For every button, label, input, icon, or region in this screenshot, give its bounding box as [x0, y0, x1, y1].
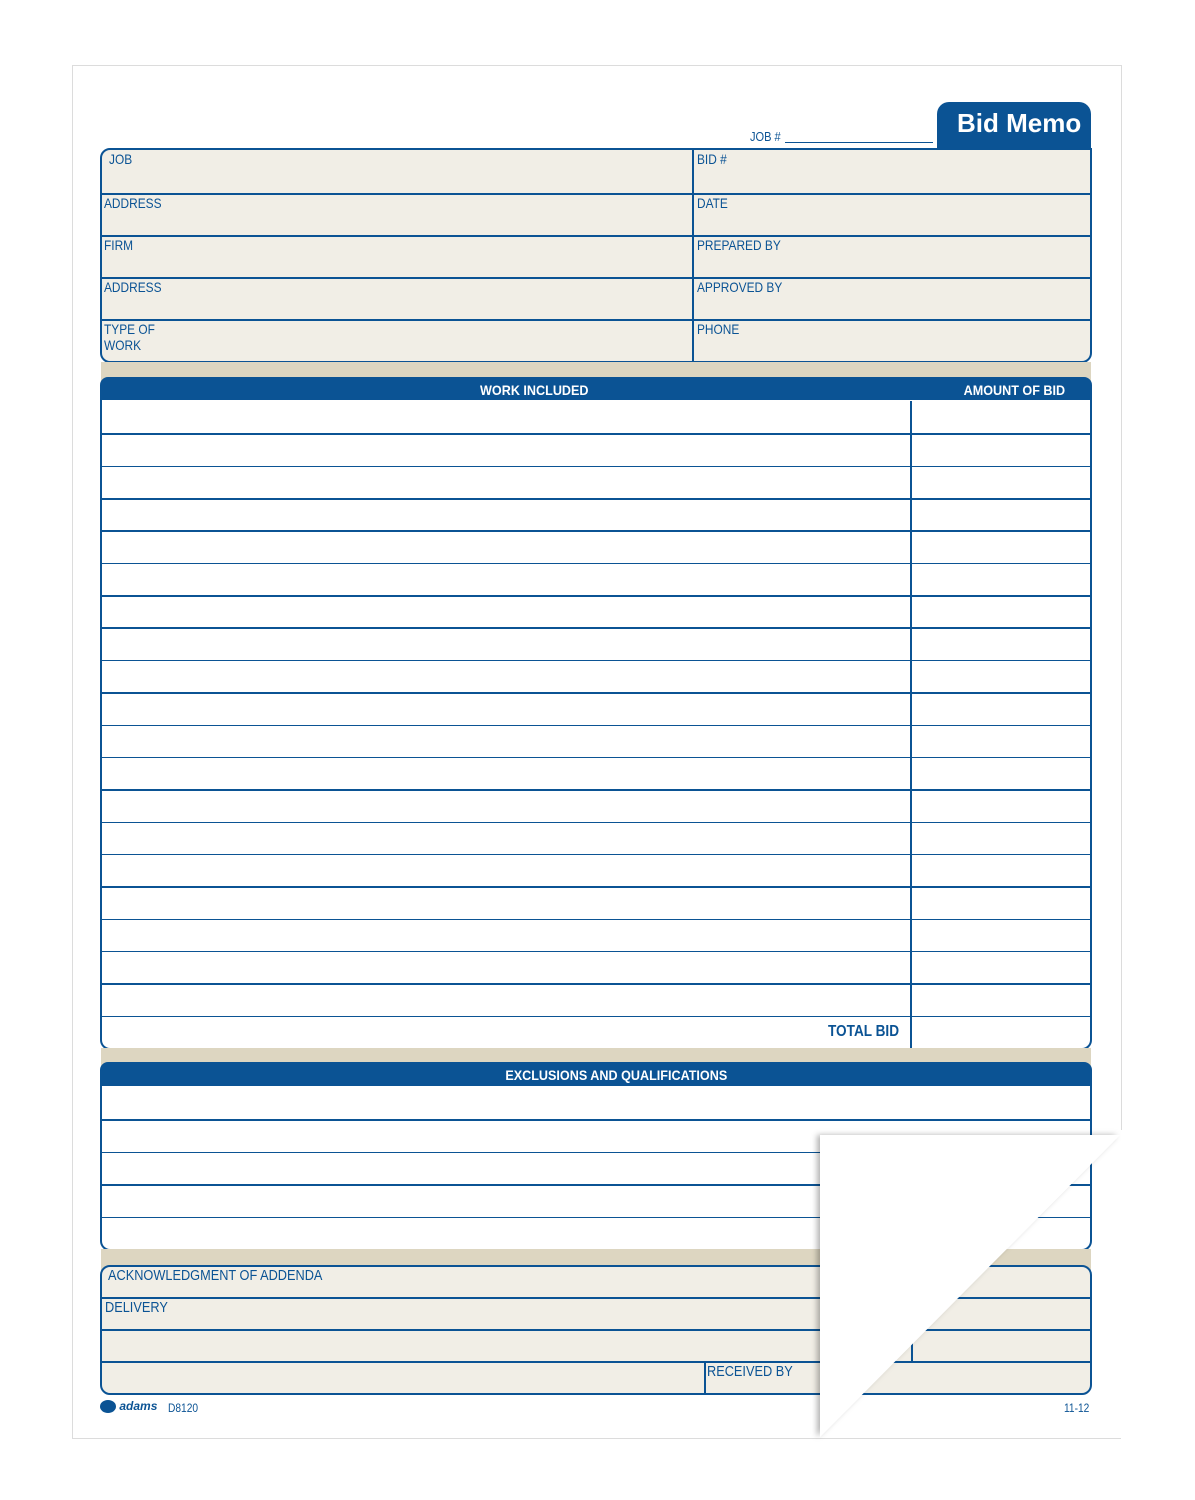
work-item-cell[interactable]	[102, 531, 908, 561]
amount-cell[interactable]	[913, 984, 1088, 1014]
amount-cell[interactable]	[913, 467, 1088, 497]
work-item-cell[interactable]	[102, 790, 908, 820]
page-edge	[1121, 1130, 1195, 1450]
work-item-cell[interactable]	[102, 402, 908, 432]
delivery-label: DELIVERY	[105, 1299, 168, 1316]
amount-cell[interactable]	[913, 952, 1088, 982]
amount-cell[interactable]	[913, 628, 1088, 658]
amount-cell[interactable]	[913, 661, 1088, 691]
field-label-right: PREPARED BY	[697, 237, 781, 253]
form-title: Bid Memo	[957, 108, 1082, 138]
work-item-cell[interactable]	[102, 984, 908, 1014]
exclusions-header-label: EXCLUSIONS AND QUALIFICATIONS	[505, 1067, 728, 1083]
field-input-right[interactable]	[695, 194, 1088, 234]
field-input-right[interactable]	[695, 278, 1088, 318]
title-tab	[937, 102, 1091, 154]
field-label-left: TYPE OF WORK	[104, 321, 155, 353]
amount-cell[interactable]	[913, 434, 1088, 464]
adams-logo	[100, 1399, 157, 1413]
amount-cell[interactable]	[913, 564, 1088, 594]
work-item-cell[interactable]	[102, 855, 908, 885]
logo-mark-icon	[100, 1400, 116, 1413]
work-item-cell[interactable]	[102, 564, 908, 594]
field-label-left: ADDRESS	[104, 195, 162, 211]
total-bid-cell[interactable]	[913, 1017, 1088, 1047]
field-input-left[interactable]	[102, 236, 690, 276]
amount-of-bid-header: AMOUNT OF BID	[963, 382, 1066, 398]
work-item-cell[interactable]	[102, 952, 908, 982]
field-label-right: PHONE	[697, 321, 740, 337]
work-item-cell[interactable]	[102, 434, 908, 464]
field-input-left[interactable]	[102, 194, 690, 234]
amount-cell[interactable]	[913, 693, 1088, 723]
work-item-cell[interactable]	[102, 661, 908, 691]
work-item-cell[interactable]	[102, 920, 908, 950]
revision: 11-12	[1064, 1401, 1090, 1415]
field-label-right: DATE	[697, 195, 728, 211]
amount-cell[interactable]	[913, 790, 1088, 820]
field-input-right[interactable]	[695, 320, 1088, 361]
work-item-cell[interactable]	[102, 499, 908, 529]
work-included-header: WORK INCLUDED	[480, 382, 589, 398]
amount-cell[interactable]	[913, 402, 1088, 432]
amount-cell[interactable]	[913, 531, 1088, 561]
brand-name: adams	[119, 1399, 158, 1413]
work-item-cell[interactable]	[102, 758, 908, 788]
column-divider	[692, 149, 694, 362]
total-bid-label: TOTAL BID	[828, 1023, 900, 1040]
amount-cell[interactable]	[913, 758, 1088, 788]
field-label-left: ADDRESS	[104, 279, 162, 295]
field-input-left[interactable]	[102, 150, 690, 192]
field-input-right[interactable]	[695, 236, 1088, 276]
work-item-cell[interactable]	[102, 467, 908, 497]
exclusion-line[interactable]	[102, 1088, 1088, 1118]
field-label-right: BID #	[697, 151, 727, 167]
amount-cell[interactable]	[913, 887, 1088, 917]
field-input-right[interactable]	[695, 150, 1088, 192]
exclusions-header	[100, 1062, 1092, 1088]
work-item-cell[interactable]	[102, 596, 908, 626]
work-item-cell[interactable]	[102, 726, 908, 756]
field-input-left[interactable]	[102, 320, 690, 361]
work-table-header	[100, 377, 1092, 402]
work-item-cell[interactable]	[102, 823, 908, 853]
field-label-left: FIRM	[104, 237, 134, 253]
amount-cell[interactable]	[913, 920, 1088, 950]
received-by-label: RECEIVED BY	[707, 1363, 793, 1380]
amount-cell[interactable]	[913, 823, 1088, 853]
page-fold-corner	[800, 1120, 1130, 1450]
job-number-label: JOB #	[750, 129, 781, 144]
field-label-left: JOB	[109, 151, 133, 167]
amount-cell[interactable]	[913, 596, 1088, 626]
form-number: D8120	[168, 1401, 199, 1415]
field-label-right: APPROVED BY	[697, 279, 783, 295]
field-input-left[interactable]	[102, 278, 690, 318]
work-item-cell[interactable]	[102, 887, 908, 917]
acknowledgment-label: ACKNOWLEDGMENT OF ADDENDA	[108, 1267, 323, 1284]
job-number-field[interactable]	[785, 142, 933, 143]
amount-cell[interactable]	[913, 499, 1088, 529]
amount-cell[interactable]	[913, 726, 1088, 756]
amount-cell[interactable]	[913, 855, 1088, 885]
work-item-cell[interactable]	[102, 693, 908, 723]
work-item-cell[interactable]	[102, 628, 908, 658]
